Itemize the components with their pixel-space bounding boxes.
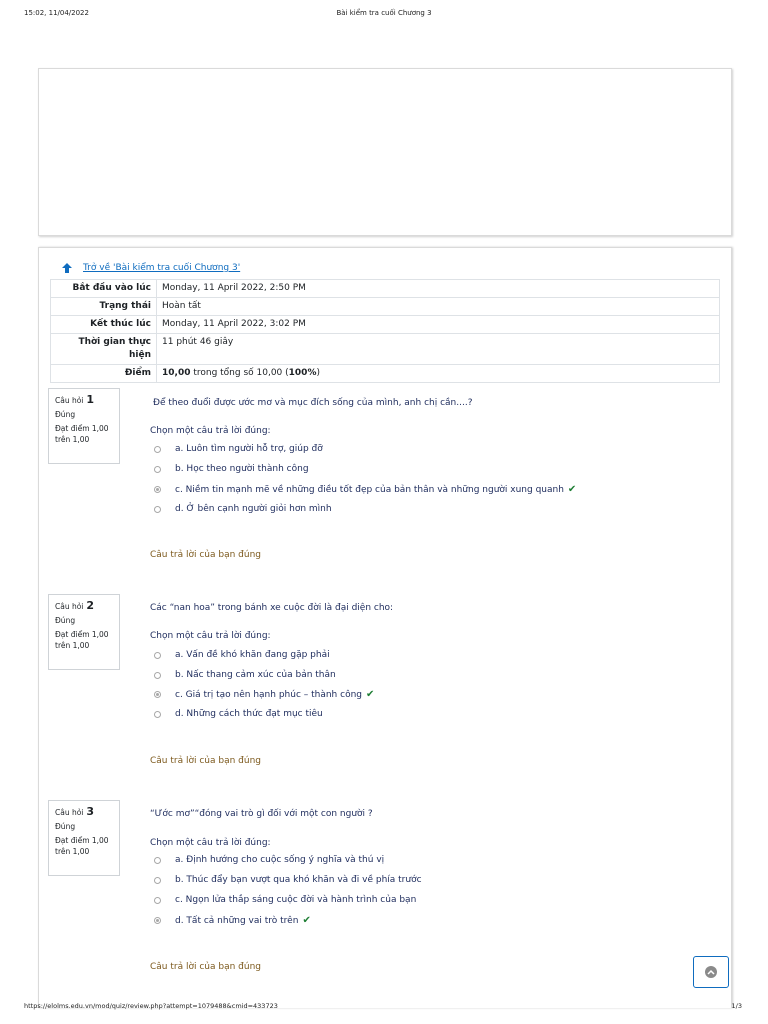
- arrow-up-icon: [60, 262, 74, 274]
- answer-option[interactable]: [154, 709, 323, 719]
- scroll-to-top-button[interactable]: [693, 956, 729, 988]
- question-mark: Đạt điểm 1,00 trên 1,00: [55, 630, 109, 650]
- answer-prompt: Chọn một câu trả lời đúng:: [150, 838, 271, 848]
- option-label: a. Vấn đề khó khăn đang gặp phải: [175, 650, 330, 660]
- question-info: [48, 800, 120, 876]
- answer-option-selected[interactable]: [154, 484, 576, 495]
- question-label: Câu hỏi: [55, 396, 84, 405]
- option-label: c. Giá trị tạo nên hạnh phúc – thành công: [175, 689, 362, 700]
- summary-label: Thời gian thực hiện: [51, 334, 157, 365]
- question-info: [48, 594, 120, 670]
- radio-button[interactable]: [154, 466, 161, 473]
- print-page-number: 1/3: [731, 1002, 742, 1010]
- summary-value: 11 phút 46 giây: [157, 334, 720, 365]
- option-label: b. Học theo người thành công: [175, 464, 309, 474]
- option-label: b. Thúc đẩy bạn vượt qua khó khăn và đi về phía trước: [175, 875, 422, 885]
- answer-option[interactable]: [154, 444, 323, 454]
- summary-value: Hoàn tất: [157, 298, 720, 316]
- answer-prompt: Chọn một câu trả lời đúng:: [150, 426, 271, 436]
- back-to-quiz-link[interactable]: [60, 262, 240, 274]
- question-info: [48, 388, 120, 464]
- grade-percent: 100%: [288, 368, 317, 378]
- summary-row-time: [51, 334, 720, 365]
- grade-mid: trong tổng số 10,00 (: [190, 368, 289, 378]
- answer-prompt: Chọn một câu trả lời đúng:: [150, 631, 271, 641]
- question-number: 1: [86, 393, 95, 406]
- question-text: Các “nan hoa” trong bánh xe cuộc đời là đại diện cho:: [150, 603, 394, 613]
- attempt-summary-table: [50, 279, 720, 383]
- radio-button-checked[interactable]: [154, 486, 161, 493]
- summary-row-state: [51, 298, 720, 316]
- option-label: d. Tất cả những vai trò trên: [175, 915, 299, 926]
- question-text: “Ước mơ”“đóng vai trò gì đối với một con người ?: [150, 809, 373, 819]
- option-label: d. Những cách thức đạt mục tiêu: [175, 709, 323, 719]
- answer-option[interactable]: [154, 875, 422, 885]
- question-state: Đúng: [55, 822, 76, 831]
- print-title: Bài kiểm tra cuối Chương 3: [336, 9, 432, 17]
- radio-button[interactable]: [154, 672, 161, 679]
- answer-option[interactable]: [154, 895, 416, 905]
- summary-value: [157, 365, 720, 383]
- answer-feedback: Câu trả lời của bạn đúng: [150, 962, 261, 972]
- question-mark: Đạt điểm 1,00 trên 1,00: [55, 836, 109, 856]
- question-label: Câu hỏi: [55, 602, 84, 611]
- print-datetime: 15:02, 11/04/2022: [24, 9, 89, 17]
- radio-button[interactable]: [154, 506, 161, 513]
- question-text: Để theo đuổi được ước mơ và mục đích sống của mình, anh chị cần....?: [153, 398, 473, 408]
- answer-option[interactable]: [154, 670, 336, 680]
- grade-score: 10,00: [162, 368, 191, 378]
- radio-button[interactable]: [154, 877, 161, 884]
- summary-label: Trạng thái: [51, 298, 157, 316]
- summary-value: Monday, 11 April 2022, 2:50 PM: [157, 280, 720, 298]
- chevron-up-icon: [705, 966, 717, 978]
- correct-check-icon: ✔: [366, 689, 375, 700]
- question-mark: Đạt điểm 1,00 trên 1,00: [55, 424, 109, 444]
- question-number: 3: [86, 805, 95, 818]
- radio-button-checked[interactable]: [154, 691, 161, 698]
- option-label: c. Niềm tin mạnh mẽ về những điều tốt đẹp của bản thân và những người xung quanh: [175, 484, 564, 495]
- radio-button[interactable]: [154, 652, 161, 659]
- question-state: Đúng: [55, 616, 76, 625]
- answer-option-selected[interactable]: [154, 915, 311, 926]
- answer-feedback: Câu trả lời của bạn đúng: [150, 550, 261, 560]
- question-number: 2: [86, 599, 95, 612]
- answer-option[interactable]: [154, 650, 330, 660]
- print-url: https://elolms.edu.vn/mod/quiz/review.php?attempt=1079488&cmid=433723: [24, 1002, 278, 1010]
- summary-row-completed: [51, 316, 720, 334]
- option-label: c. Ngọn lửa thắp sáng cuộc đời và hành trình của bạn: [175, 895, 417, 905]
- radio-button-checked[interactable]: [154, 917, 161, 924]
- correct-check-icon: ✔: [567, 484, 577, 495]
- summary-label: Điểm: [51, 365, 157, 383]
- blank-block: [38, 68, 732, 236]
- question-label: Câu hỏi: [55, 808, 84, 817]
- option-label: a. Định hướng cho cuộc sống ý nghĩa và thú vị: [175, 855, 385, 865]
- option-label: d. Ở bên cạnh người giỏi hơn mình: [175, 504, 332, 514]
- back-link-label: Trở về 'Bài kiểm tra cuối Chương 3': [83, 263, 241, 273]
- summary-label: Kết thúc lúc: [51, 316, 157, 334]
- correct-check-icon: ✔: [302, 915, 311, 926]
- answer-option[interactable]: [154, 504, 332, 514]
- grade-end: ): [316, 368, 320, 378]
- question-state: Đúng: [55, 410, 76, 419]
- answer-option[interactable]: [154, 464, 309, 474]
- summary-value: Monday, 11 April 2022, 3:02 PM: [157, 316, 720, 334]
- answer-option-selected[interactable]: [154, 689, 374, 700]
- answer-option[interactable]: [154, 855, 384, 865]
- summary-row-started: [51, 280, 720, 298]
- radio-button[interactable]: [154, 711, 161, 718]
- option-label: b. Nấc thang cảm xúc của bản thân: [175, 670, 336, 680]
- answer-feedback: Câu trả lời của bạn đúng: [150, 756, 261, 766]
- radio-button[interactable]: [154, 446, 161, 453]
- radio-button[interactable]: [154, 897, 161, 904]
- summary-row-grade: [51, 365, 720, 383]
- radio-button[interactable]: [154, 857, 161, 864]
- option-label: a. Luôn tìm người hỗ trợ, giúp đỡ: [175, 444, 323, 454]
- summary-label: Bắt đầu vào lúc: [51, 280, 157, 298]
